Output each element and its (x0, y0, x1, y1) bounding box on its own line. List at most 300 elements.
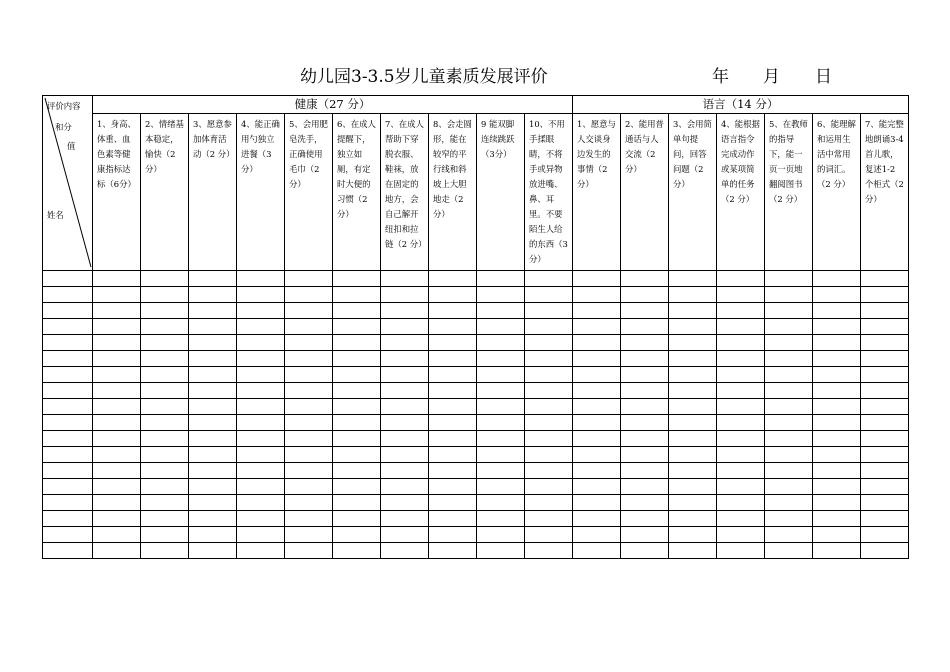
score-cell[interactable] (669, 495, 717, 511)
score-cell[interactable] (621, 415, 669, 431)
score-cell[interactable] (717, 319, 765, 335)
score-cell[interactable] (525, 415, 573, 431)
score-cell[interactable] (189, 287, 237, 303)
score-cell[interactable] (381, 527, 429, 543)
score-cell[interactable] (93, 367, 141, 383)
score-cell[interactable] (333, 431, 381, 447)
score-cell[interactable] (813, 287, 861, 303)
score-cell[interactable] (477, 383, 525, 399)
score-cell[interactable] (669, 543, 717, 559)
score-cell[interactable] (429, 351, 477, 367)
score-cell[interactable] (93, 463, 141, 479)
name-cell[interactable] (43, 319, 93, 335)
score-cell[interactable] (189, 319, 237, 335)
name-cell[interactable] (43, 511, 93, 527)
name-cell[interactable] (43, 335, 93, 351)
score-cell[interactable] (333, 383, 381, 399)
score-cell[interactable] (333, 479, 381, 495)
score-cell[interactable] (765, 479, 813, 495)
score-cell[interactable] (141, 319, 189, 335)
score-cell[interactable] (765, 399, 813, 415)
score-cell[interactable] (621, 431, 669, 447)
score-cell[interactable] (429, 463, 477, 479)
score-cell[interactable] (765, 383, 813, 399)
score-cell[interactable] (381, 479, 429, 495)
score-cell[interactable] (573, 415, 621, 431)
score-cell[interactable] (813, 527, 861, 543)
score-cell[interactable] (717, 495, 765, 511)
score-cell[interactable] (861, 463, 909, 479)
score-cell[interactable] (237, 271, 285, 287)
score-cell[interactable] (525, 431, 573, 447)
score-cell[interactable] (285, 479, 333, 495)
score-cell[interactable] (381, 463, 429, 479)
score-cell[interactable] (285, 527, 333, 543)
score-cell[interactable] (861, 271, 909, 287)
score-cell[interactable] (813, 303, 861, 319)
score-cell[interactable] (477, 271, 525, 287)
score-cell[interactable] (525, 319, 573, 335)
score-cell[interactable] (621, 399, 669, 415)
score-cell[interactable] (813, 495, 861, 511)
score-cell[interactable] (285, 447, 333, 463)
score-cell[interactable] (141, 367, 189, 383)
score-cell[interactable] (237, 367, 285, 383)
score-cell[interactable] (333, 399, 381, 415)
score-cell[interactable] (381, 511, 429, 527)
score-cell[interactable] (93, 303, 141, 319)
score-cell[interactable] (285, 383, 333, 399)
score-cell[interactable] (669, 303, 717, 319)
score-cell[interactable] (93, 415, 141, 431)
score-cell[interactable] (717, 287, 765, 303)
score-cell[interactable] (93, 527, 141, 543)
score-cell[interactable] (573, 383, 621, 399)
score-cell[interactable] (765, 335, 813, 351)
score-cell[interactable] (333, 511, 381, 527)
name-cell[interactable] (43, 367, 93, 383)
score-cell[interactable] (381, 495, 429, 511)
score-cell[interactable] (525, 351, 573, 367)
score-cell[interactable] (813, 543, 861, 559)
score-cell[interactable] (765, 287, 813, 303)
score-cell[interactable] (621, 479, 669, 495)
score-cell[interactable] (573, 351, 621, 367)
score-cell[interactable] (141, 447, 189, 463)
score-cell[interactable] (525, 399, 573, 415)
score-cell[interactable] (189, 463, 237, 479)
score-cell[interactable] (717, 431, 765, 447)
score-cell[interactable] (429, 447, 477, 463)
name-cell[interactable] (43, 463, 93, 479)
score-cell[interactable] (333, 463, 381, 479)
name-cell[interactable] (43, 543, 93, 559)
score-cell[interactable] (813, 383, 861, 399)
score-cell[interactable] (237, 399, 285, 415)
score-cell[interactable] (237, 351, 285, 367)
score-cell[interactable] (285, 463, 333, 479)
score-cell[interactable] (525, 543, 573, 559)
score-cell[interactable] (429, 367, 477, 383)
name-cell[interactable] (43, 431, 93, 447)
score-cell[interactable] (333, 543, 381, 559)
score-cell[interactable] (93, 479, 141, 495)
name-cell[interactable] (43, 383, 93, 399)
score-cell[interactable] (621, 447, 669, 463)
name-cell[interactable] (43, 351, 93, 367)
score-cell[interactable] (525, 383, 573, 399)
score-cell[interactable] (813, 271, 861, 287)
score-cell[interactable] (381, 335, 429, 351)
score-cell[interactable] (189, 383, 237, 399)
score-cell[interactable] (429, 335, 477, 351)
score-cell[interactable] (717, 383, 765, 399)
score-cell[interactable] (237, 383, 285, 399)
score-cell[interactable] (669, 431, 717, 447)
score-cell[interactable] (477, 431, 525, 447)
score-cell[interactable] (189, 303, 237, 319)
score-cell[interactable] (813, 319, 861, 335)
score-cell[interactable] (669, 287, 717, 303)
score-cell[interactable] (333, 319, 381, 335)
score-cell[interactable] (237, 415, 285, 431)
score-cell[interactable] (477, 287, 525, 303)
score-cell[interactable] (333, 527, 381, 543)
score-cell[interactable] (525, 511, 573, 527)
score-cell[interactable] (141, 527, 189, 543)
score-cell[interactable] (717, 415, 765, 431)
score-cell[interactable] (381, 287, 429, 303)
score-cell[interactable] (573, 271, 621, 287)
name-cell[interactable] (43, 415, 93, 431)
score-cell[interactable] (573, 511, 621, 527)
score-cell[interactable] (573, 543, 621, 559)
score-cell[interactable] (525, 447, 573, 463)
name-cell[interactable] (43, 447, 93, 463)
score-cell[interactable] (717, 447, 765, 463)
score-cell[interactable] (717, 463, 765, 479)
name-cell[interactable] (43, 303, 93, 319)
score-cell[interactable] (141, 511, 189, 527)
score-cell[interactable] (381, 271, 429, 287)
score-cell[interactable] (285, 287, 333, 303)
score-cell[interactable] (381, 367, 429, 383)
score-cell[interactable] (141, 335, 189, 351)
score-cell[interactable] (189, 543, 237, 559)
score-cell[interactable] (717, 351, 765, 367)
score-cell[interactable] (525, 287, 573, 303)
score-cell[interactable] (189, 271, 237, 287)
score-cell[interactable] (765, 543, 813, 559)
score-cell[interactable] (669, 399, 717, 415)
score-cell[interactable] (141, 479, 189, 495)
score-cell[interactable] (285, 351, 333, 367)
score-cell[interactable] (477, 527, 525, 543)
score-cell[interactable] (717, 543, 765, 559)
score-cell[interactable] (477, 335, 525, 351)
score-cell[interactable] (429, 479, 477, 495)
score-cell[interactable] (477, 511, 525, 527)
score-cell[interactable] (669, 383, 717, 399)
score-cell[interactable] (93, 351, 141, 367)
score-cell[interactable] (333, 351, 381, 367)
score-cell[interactable] (333, 271, 381, 287)
score-cell[interactable] (141, 543, 189, 559)
score-cell[interactable] (333, 415, 381, 431)
score-cell[interactable] (429, 415, 477, 431)
score-cell[interactable] (381, 351, 429, 367)
score-cell[interactable] (189, 431, 237, 447)
score-cell[interactable] (333, 287, 381, 303)
score-cell[interactable] (285, 495, 333, 511)
score-cell[interactable] (717, 479, 765, 495)
score-cell[interactable] (669, 271, 717, 287)
score-cell[interactable] (765, 351, 813, 367)
score-cell[interactable] (237, 287, 285, 303)
score-cell[interactable] (237, 527, 285, 543)
score-cell[interactable] (93, 271, 141, 287)
score-cell[interactable] (237, 543, 285, 559)
score-cell[interactable] (573, 319, 621, 335)
score-cell[interactable] (93, 399, 141, 415)
score-cell[interactable] (381, 447, 429, 463)
score-cell[interactable] (93, 511, 141, 527)
score-cell[interactable] (765, 319, 813, 335)
score-cell[interactable] (621, 511, 669, 527)
score-cell[interactable] (333, 335, 381, 351)
score-cell[interactable] (669, 463, 717, 479)
score-cell[interactable] (765, 367, 813, 383)
score-cell[interactable] (573, 479, 621, 495)
score-cell[interactable] (621, 463, 669, 479)
score-cell[interactable] (141, 463, 189, 479)
score-cell[interactable] (477, 479, 525, 495)
score-cell[interactable] (189, 479, 237, 495)
score-cell[interactable] (429, 543, 477, 559)
name-cell[interactable] (43, 271, 93, 287)
score-cell[interactable] (429, 271, 477, 287)
score-cell[interactable] (477, 367, 525, 383)
score-cell[interactable] (813, 479, 861, 495)
score-cell[interactable] (237, 511, 285, 527)
score-cell[interactable] (477, 463, 525, 479)
score-cell[interactable] (381, 431, 429, 447)
score-cell[interactable] (765, 303, 813, 319)
score-cell[interactable] (189, 495, 237, 511)
score-cell[interactable] (861, 287, 909, 303)
score-cell[interactable] (717, 511, 765, 527)
score-cell[interactable] (525, 479, 573, 495)
score-cell[interactable] (717, 527, 765, 543)
name-cell[interactable] (43, 527, 93, 543)
score-cell[interactable] (765, 527, 813, 543)
score-cell[interactable] (861, 479, 909, 495)
score-cell[interactable] (141, 303, 189, 319)
score-cell[interactable] (573, 303, 621, 319)
score-cell[interactable] (669, 415, 717, 431)
name-cell[interactable] (43, 495, 93, 511)
score-cell[interactable] (621, 527, 669, 543)
score-cell[interactable] (765, 495, 813, 511)
score-cell[interactable] (141, 287, 189, 303)
score-cell[interactable] (861, 351, 909, 367)
score-cell[interactable] (285, 367, 333, 383)
score-cell[interactable] (285, 543, 333, 559)
score-cell[interactable] (717, 399, 765, 415)
score-cell[interactable] (525, 367, 573, 383)
score-cell[interactable] (93, 431, 141, 447)
score-cell[interactable] (861, 447, 909, 463)
score-cell[interactable] (861, 303, 909, 319)
score-cell[interactable] (477, 495, 525, 511)
score-cell[interactable] (621, 383, 669, 399)
score-cell[interactable] (189, 511, 237, 527)
score-cell[interactable] (285, 511, 333, 527)
score-cell[interactable] (861, 383, 909, 399)
score-cell[interactable] (93, 495, 141, 511)
score-cell[interactable] (237, 463, 285, 479)
score-cell[interactable] (813, 399, 861, 415)
score-cell[interactable] (477, 351, 525, 367)
score-cell[interactable] (573, 367, 621, 383)
score-cell[interactable] (285, 271, 333, 287)
score-cell[interactable] (861, 495, 909, 511)
score-cell[interactable] (93, 319, 141, 335)
score-cell[interactable] (189, 335, 237, 351)
score-cell[interactable] (669, 511, 717, 527)
score-cell[interactable] (621, 271, 669, 287)
score-cell[interactable] (285, 415, 333, 431)
score-cell[interactable] (93, 447, 141, 463)
score-cell[interactable] (285, 431, 333, 447)
score-cell[interactable] (765, 447, 813, 463)
score-cell[interactable] (189, 527, 237, 543)
score-cell[interactable] (621, 319, 669, 335)
score-cell[interactable] (333, 447, 381, 463)
score-cell[interactable] (429, 399, 477, 415)
score-cell[interactable] (429, 319, 477, 335)
score-cell[interactable] (573, 527, 621, 543)
score-cell[interactable] (573, 495, 621, 511)
score-cell[interactable] (477, 319, 525, 335)
score-cell[interactable] (477, 543, 525, 559)
score-cell[interactable] (285, 335, 333, 351)
score-cell[interactable] (477, 447, 525, 463)
score-cell[interactable] (765, 271, 813, 287)
score-cell[interactable] (237, 479, 285, 495)
score-cell[interactable] (477, 303, 525, 319)
score-cell[interactable] (429, 511, 477, 527)
score-cell[interactable] (237, 319, 285, 335)
score-cell[interactable] (717, 335, 765, 351)
score-cell[interactable] (573, 447, 621, 463)
score-cell[interactable] (93, 335, 141, 351)
score-cell[interactable] (237, 431, 285, 447)
score-cell[interactable] (429, 495, 477, 511)
score-cell[interactable] (573, 287, 621, 303)
score-cell[interactable] (765, 431, 813, 447)
score-cell[interactable] (429, 383, 477, 399)
score-cell[interactable] (429, 287, 477, 303)
score-cell[interactable] (141, 383, 189, 399)
score-cell[interactable] (141, 415, 189, 431)
score-cell[interactable] (525, 527, 573, 543)
score-cell[interactable] (621, 303, 669, 319)
score-cell[interactable] (669, 479, 717, 495)
score-cell[interactable] (813, 447, 861, 463)
score-cell[interactable] (525, 463, 573, 479)
score-cell[interactable] (93, 287, 141, 303)
score-cell[interactable] (717, 367, 765, 383)
score-cell[interactable] (285, 319, 333, 335)
score-cell[interactable] (525, 495, 573, 511)
name-cell[interactable] (43, 479, 93, 495)
score-cell[interactable] (381, 415, 429, 431)
score-cell[interactable] (813, 431, 861, 447)
score-cell[interactable] (573, 431, 621, 447)
score-cell[interactable] (285, 399, 333, 415)
score-cell[interactable] (765, 415, 813, 431)
score-cell[interactable] (573, 463, 621, 479)
score-cell[interactable] (189, 447, 237, 463)
score-cell[interactable] (525, 303, 573, 319)
score-cell[interactable] (237, 495, 285, 511)
score-cell[interactable] (669, 447, 717, 463)
score-cell[interactable] (333, 367, 381, 383)
score-cell[interactable] (525, 271, 573, 287)
score-cell[interactable] (669, 319, 717, 335)
score-cell[interactable] (429, 527, 477, 543)
score-cell[interactable] (861, 431, 909, 447)
score-cell[interactable] (813, 351, 861, 367)
score-cell[interactable] (477, 415, 525, 431)
score-cell[interactable] (189, 399, 237, 415)
score-cell[interactable] (861, 415, 909, 431)
score-cell[interactable] (861, 319, 909, 335)
score-cell[interactable] (429, 303, 477, 319)
score-cell[interactable] (669, 527, 717, 543)
score-cell[interactable] (669, 367, 717, 383)
score-cell[interactable] (861, 335, 909, 351)
score-cell[interactable] (237, 447, 285, 463)
score-cell[interactable] (189, 415, 237, 431)
score-cell[interactable] (381, 543, 429, 559)
score-cell[interactable] (429, 431, 477, 447)
score-cell[interactable] (861, 511, 909, 527)
score-cell[interactable] (189, 351, 237, 367)
score-cell[interactable] (285, 303, 333, 319)
score-cell[interactable] (237, 303, 285, 319)
score-cell[interactable] (141, 271, 189, 287)
score-cell[interactable] (621, 543, 669, 559)
score-cell[interactable] (813, 511, 861, 527)
score-cell[interactable] (813, 367, 861, 383)
score-cell[interactable] (333, 495, 381, 511)
score-cell[interactable] (861, 367, 909, 383)
score-cell[interactable] (141, 399, 189, 415)
score-cell[interactable] (621, 367, 669, 383)
score-cell[interactable] (141, 495, 189, 511)
score-cell[interactable] (669, 351, 717, 367)
score-cell[interactable] (141, 351, 189, 367)
score-cell[interactable] (573, 399, 621, 415)
score-cell[interactable] (765, 463, 813, 479)
score-cell[interactable] (621, 495, 669, 511)
score-cell[interactable] (621, 287, 669, 303)
score-cell[interactable] (861, 543, 909, 559)
score-cell[interactable] (477, 399, 525, 415)
score-cell[interactable] (861, 527, 909, 543)
